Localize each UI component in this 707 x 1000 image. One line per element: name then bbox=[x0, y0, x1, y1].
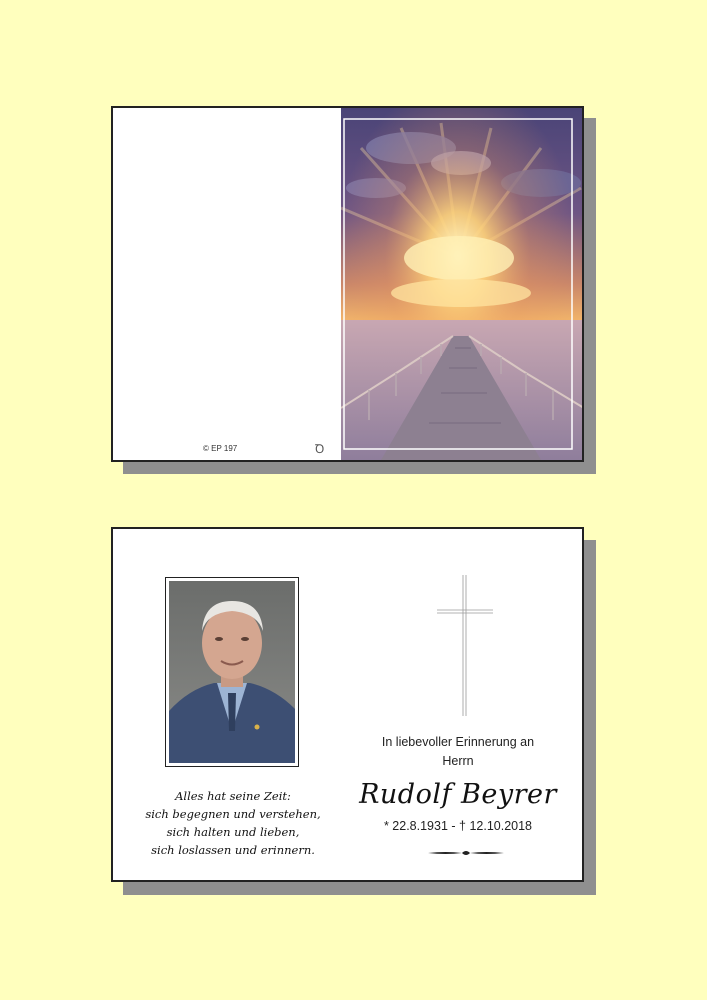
life-dates: * 22.8.1931 - † 12.10.2018 bbox=[383, 819, 533, 833]
ornament-divider-icon bbox=[426, 849, 506, 857]
verse-line: sich loslassen und erinnern. bbox=[151, 843, 315, 857]
verse bbox=[133, 787, 333, 859]
verse-line: Alles hat seine Zeit: bbox=[175, 789, 291, 803]
product-code: © EP 197 bbox=[203, 444, 238, 453]
portrait-frame bbox=[165, 577, 299, 767]
verse-line: sich halten und lieben, bbox=[166, 825, 300, 839]
portrait-photo bbox=[169, 581, 295, 763]
memorial-line: In liebevoller Erinnerung an bbox=[381, 735, 535, 749]
cross-icon bbox=[435, 573, 495, 718]
memorial-text bbox=[353, 733, 563, 771]
inside-card bbox=[111, 527, 584, 882]
deceased-name: Rudolf Beyrer bbox=[359, 779, 557, 810]
sunset-pier-image bbox=[341, 108, 584, 460]
verse-line: sich begegnen und verstehen, bbox=[145, 807, 321, 821]
publisher-logo-icon: Ꝺ bbox=[315, 442, 325, 456]
front-card bbox=[111, 106, 584, 462]
memorial-line: Herrn bbox=[442, 754, 474, 768]
